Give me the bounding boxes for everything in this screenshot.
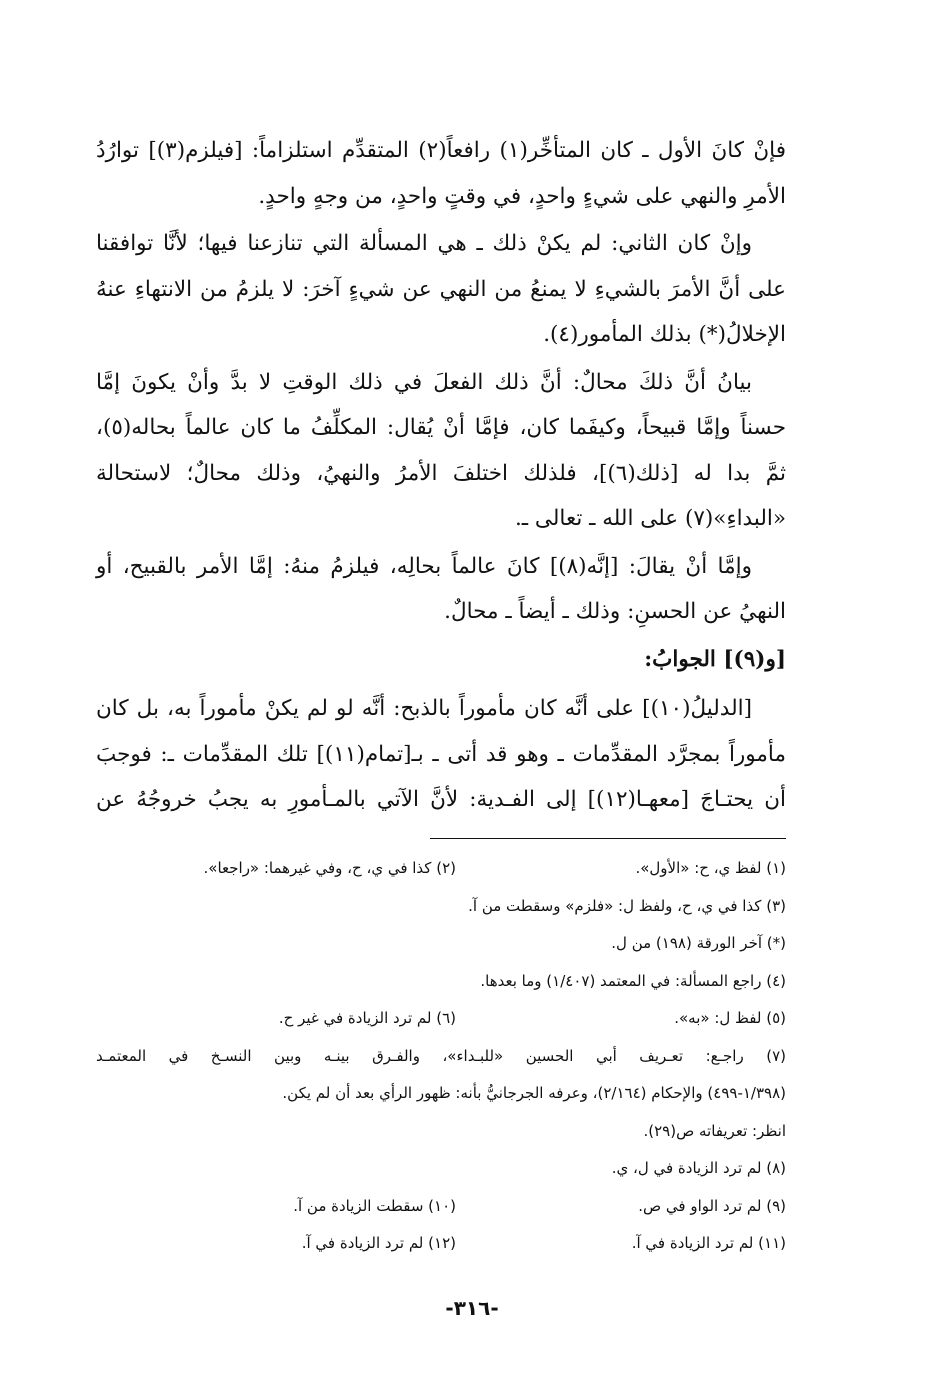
text-line: على أنَّ الأمرَ بالشيءِ لا يمنعُ من النهي عن شيءٍ آخرَ: لا يلزمُ من الانتهاءِ عنهُ [96,276,786,302]
text-line: [الدليلُ(١٠)] على أنَّه كان مأموراً بالذبح: أنَّه لو لم يكنْ مأموراً به، بل كان [96,696,752,721]
paragraph-1 [96,128,786,219]
text-line: فإنْ كانَ الأول ـ كان المتأخِّر(١) رافعاً(٢) المتقدِّم استلزاماً: [فيلزم(٣)] توارُدُ [96,138,786,163]
footnote-7-line-2: (١/٣٩٨-٤٩٩) والإحكام (٢/١٦٤)، وعرفه الجرجانيُّ بأنه: ظهور الرأي بعد أن لم يكن. [282,1084,786,1102]
footnote-star: (*) آخر الورقة (١٩٨) من ل. [611,934,786,952]
text-line: النهيُ عن الحسنِ: وذلك ـ أيضاً ـ محالٌ. [444,599,786,624]
footnote-12: (١٢) لم ترد الزيادة في آ. [301,1234,456,1252]
footnote-row [96,1000,786,1038]
footnote-row [96,1188,786,1226]
paragraph-5 [96,686,786,823]
text-line: مأموراً بمجرَّد المقدِّمات ـ وهو قد أتى ـ بـ[تمام(١١)] تلك المقدِّمات ـ: فوجبَ [96,741,786,767]
page-number: -٣١٦- [445,1296,499,1320]
footnote-3: (٣) كذا في ي، ح، ولفظ ل: «فلزم» وسقطت من آ. [468,896,786,915]
paragraph-3 [96,360,786,542]
footnotes [96,850,786,1263]
footnote-row [96,1225,786,1263]
footnote-divider [430,838,786,839]
text-line: أن يحتـاجَ [معهـا(١٢)] إلى الفـدية: لأنَّ الآتي بالمـأمورِ به يجبُ خروجُهُ عن [96,787,787,812]
text-line: وإنْ كان الثاني: لم يكنْ ذلك ـ هي المسألة التي تنازعنا فيها؛ لأنَّا توافقنا [96,231,752,256]
text-line: الإخلالُ(*) بذلك المأمور(٤). [543,322,786,347]
footnote-9: (٩) لم ترد الواو في ص. [638,1196,786,1215]
text-line: وإمَّا أنْ يقالَ: [إنَّه(٨)] كانَ عالماً بحالِه، فيلزمُ منهُ: إمَّا الأمر بالقبيح، أو [96,553,752,579]
paragraph-2 [96,221,786,358]
footnote-1: (١) لفظ ي، ح: «الأول». [635,859,786,877]
footnote-7-line-1: (٧) راجـع: تعـريف أبي الحسين «للبـداء»، والفـرق بينـه وبين النسـخ في المعتمـد [96,1046,786,1065]
footnote-4: (٤) راجع المسألة: في المعتمد (١/٤٠٧) وما بعدها. [480,971,786,990]
footnote-7-line-3: انظر: تعريفاته ص(٢٩). [643,1121,786,1140]
section-heading: [و(٩)] الجوابُ: [644,646,786,672]
paragraph-4 [96,544,786,635]
footnote-row [96,850,786,888]
footnote-10: (١٠) سقطت الزيادة من آ. [293,1196,456,1215]
footnote-11: (١١) لم ترد الزيادة في آ. [631,1234,786,1252]
footnote-2: (٢) كذا في ي، ح، وفي غيرهما: «راجعا». [203,859,456,877]
text-line: الأمرِ والنهي على شيءٍ واحدٍ، في وقتٍ واحدٍ، من وجهٍ واحدٍ. [258,183,786,209]
text-line: بيانُ أنَّ ذلكَ محالٌ: أنَّ ذلك الفعلَ في ذلك الوقتِ لا بدَّ وأنْ يكونَ إمَّا [96,369,752,395]
text-line: حسناً وإمَّا قبيحاً، وكيفَما كان، فإمَّا أنْ يُقال: المكلِّفُ ما كان عالماً بحاله(٥)، [96,415,786,440]
footnote-5: (٥) لفظ ل: «به». [674,1009,786,1027]
main-text [96,128,786,825]
text-line: ثمَّ بدا له [ذلك(٦)]، فلذلك اختلفَ الأمرُ والنهيُ، وذلك محالٌ؛ لاستحالة [96,460,787,486]
footnote-8: (٨) لم ترد الزيادة في ل، ي. [611,1159,786,1177]
text-line: «البداءِ»(٧) على الله ـ تعالى ـ. [514,506,786,531]
footnote-6: (٦) لم ترد الزيادة في غير ح. [278,1009,456,1027]
